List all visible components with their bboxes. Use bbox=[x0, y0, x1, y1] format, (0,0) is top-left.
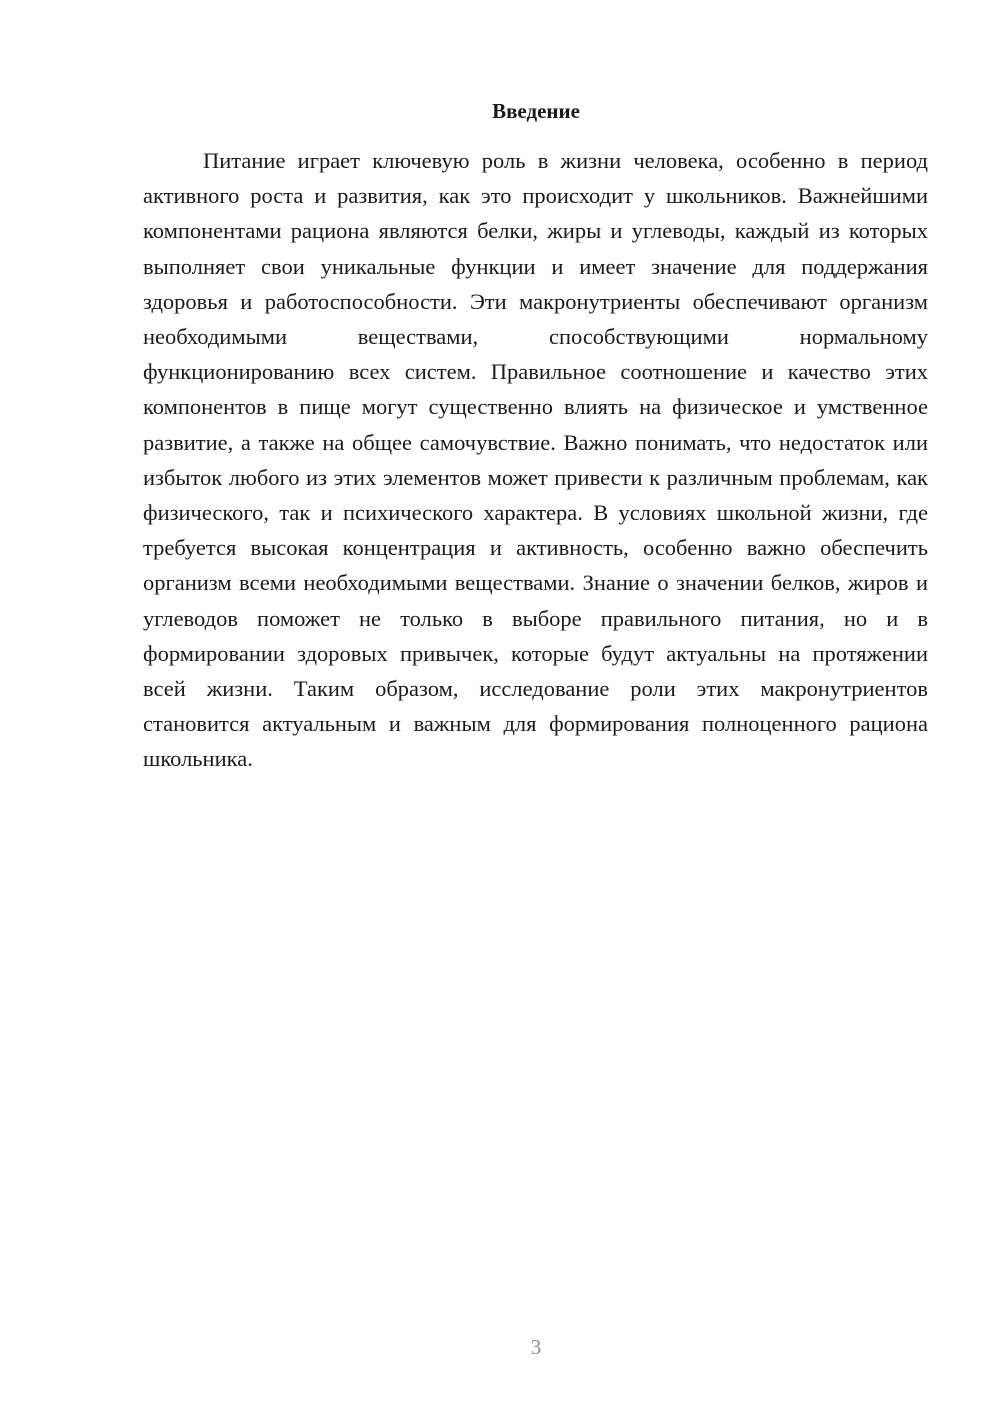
page-number: 3 bbox=[530, 1335, 542, 1359]
page-title: Введение bbox=[492, 99, 580, 123]
body-paragraph: Питание играет ключевую роль в жизни человека, особенно в период активного роста и развития, как это происходит у школьников. Важнейшими компонентами рациона являются белки, жиры и углеводы, каждый из которых выполняет свои уникальные функции и имеет значение для поддержания здоровья и работоспособности. Эти макронутриенты обеспечивают организм необходимыми веществами, способствующими нормальному функционированию всех систем. Правильное соотношение и качество этих компонентов в пище могут существенно влиять на физическое и умственное развитие, а также на общее самочувствие. Важно понимать, что недостаток или избыток любого из этих элементов может привести к различным проблемам, как физического, так и психического характера. В условиях школьной жизни, где требуется высокая концентрация и активность, особенно важно обеспечить организм всеми необходимыми веществами. Знание о значении белков, жиров и углеводов поможет не только в выборе правильного питания, но и в формировании здоровых привычек, которые будут актуальны на протяжении всей жизни. Таким образом, исследование роли этих макронутриентов становится актуальным и важным для формирования полноценного рациона школьника. bbox=[143, 148, 928, 772]
